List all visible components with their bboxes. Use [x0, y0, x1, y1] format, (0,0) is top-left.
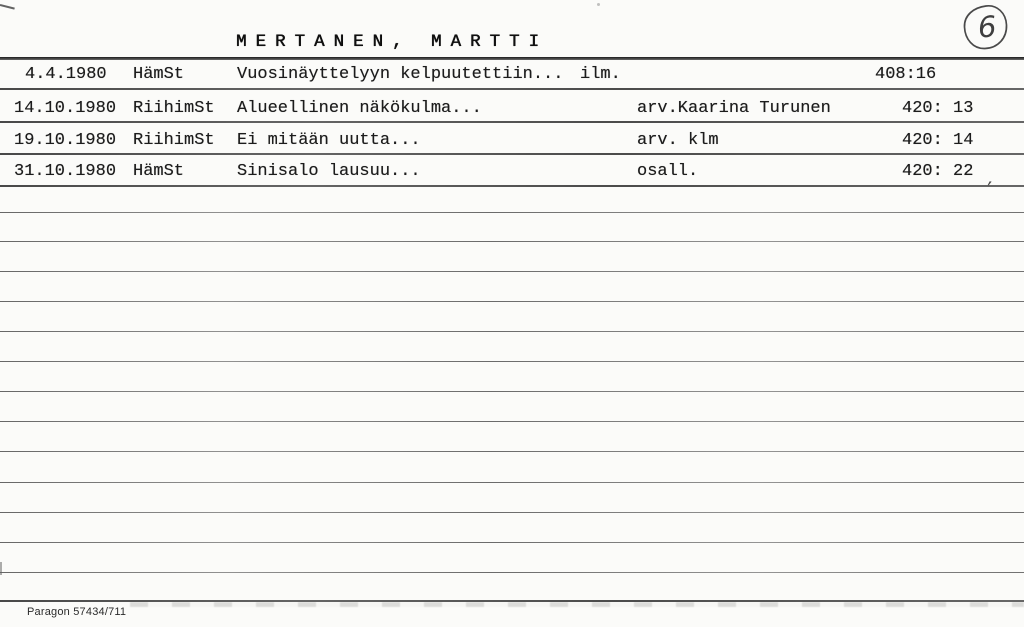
rule-line: [0, 331, 1024, 332]
rule-line: [0, 57, 1024, 60]
entry-row: [0, 131, 1024, 151]
circle-icon: [960, 2, 1012, 54]
rule-line: [0, 391, 1024, 392]
page-number: 6: [976, 9, 998, 45]
rule-line: [0, 185, 1024, 187]
entry-row: [0, 162, 1024, 182]
entry-org: RiihimSt: [133, 131, 215, 150]
entry-org: HämSt: [133, 65, 185, 84]
rule-line: [0, 482, 1024, 483]
rule-line: [0, 421, 1024, 422]
entry-subject: Ei mitään uutta...: [237, 131, 421, 150]
rule-line: [0, 542, 1024, 543]
entry-org: HämSt: [133, 162, 185, 181]
entry-ref: 420: 13: [902, 99, 974, 118]
entry-ref: 420: 14: [902, 131, 974, 150]
entry-date: 14.10.1980: [14, 99, 117, 118]
rule-line: [0, 451, 1024, 452]
rule-line: [0, 361, 1024, 362]
entry-note: ilm.: [580, 65, 621, 84]
entry-ref: 408:16: [875, 65, 937, 84]
rule-line: [0, 572, 1024, 573]
page-number-circle: [960, 2, 1012, 54]
scan-corner-mark: [0, 4, 15, 10]
card-title: MERTANEN, MARTTI: [236, 32, 549, 52]
card-brand: Paragon 57434/711: [27, 606, 127, 618]
entry-ref: 420: 22: [902, 162, 974, 181]
rule-line: [0, 301, 1024, 302]
rule-line: [0, 153, 1024, 155]
rule-line: [0, 121, 1024, 123]
entry-org: RiihimSt: [133, 99, 215, 118]
scan-bottom-shadow: [130, 602, 1024, 607]
entry-date: 4.4.1980: [25, 65, 107, 84]
entry-subject: Alueellinen näkökulma...: [237, 99, 482, 118]
entry-date: 31.10.1980: [14, 162, 117, 181]
entry-row: [0, 99, 1024, 119]
rule-line: [0, 212, 1024, 213]
rule-line: [0, 88, 1024, 90]
rule-line: [0, 512, 1024, 513]
entry-row: [0, 65, 1024, 85]
entry-note: osall.: [637, 162, 699, 181]
stray-pen-mark: ’: [982, 179, 995, 198]
entry-note: arv. klm: [637, 131, 719, 150]
entry-subject: Vuosinäyttelyyn kelpuutettiin...: [237, 65, 564, 84]
rule-line: [0, 241, 1024, 242]
rule-line: [0, 600, 1024, 602]
rule-line: [0, 271, 1024, 272]
entry-subject: Sinisalo lausuu...: [237, 162, 421, 181]
entry-note: arv.Kaarina Turunen: [637, 99, 831, 118]
scan-speck: [597, 3, 600, 6]
entry-date: 19.10.1980: [14, 131, 117, 150]
